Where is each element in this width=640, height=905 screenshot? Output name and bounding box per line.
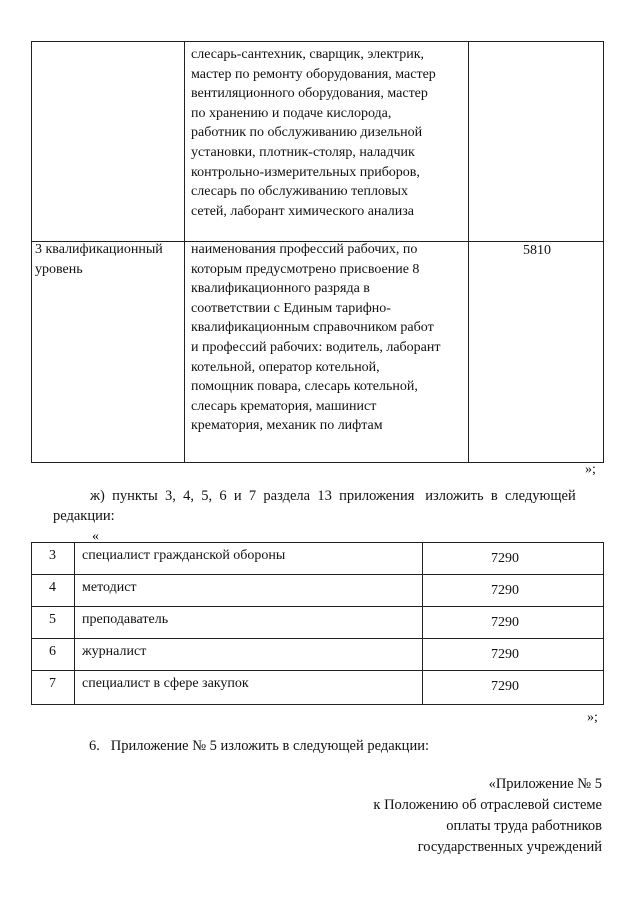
appendix-line: государственных учреждений bbox=[417, 839, 602, 855]
appendix-header bbox=[373, 774, 602, 858]
table-row bbox=[32, 575, 603, 607]
table-cell-value: 5810 bbox=[523, 243, 551, 258]
positions-table bbox=[31, 542, 604, 705]
row-number: 5 bbox=[49, 612, 56, 627]
row-position: специалист гражданской обороны bbox=[82, 548, 286, 563]
row-number: 6 bbox=[49, 644, 56, 659]
table-cell-description: наименования профессий рабочих, по которым предусмотрено присвоение 8 квалификационного разряда в соответствии с Единым тарифно- квалификационным справочником работ и профессий рабочих: водитель, лаборант котельной, оператор котельной, помощник повара, слесарь котельной, слесарь крематория, машинист крематория, механик по лифтам bbox=[191, 242, 441, 434]
qualification-table bbox=[31, 41, 604, 463]
opening-quote: « bbox=[92, 529, 99, 544]
table-row bbox=[32, 543, 603, 575]
row-value: 7290 bbox=[491, 583, 519, 598]
paragraph-zh-continuation: редакции: bbox=[53, 508, 115, 524]
table-cell-description: слесарь-сантехник, сварщик, электрик, мастер по ремонту оборудования, мастер вентиляционного оборудования, мастер по хранению и подаче кислорода, работник по обслуживанию дизельной установки, плотник-столяр, наладчик контрольно-измерительных приборов, слесарь по обслуживанию тепловых сетей, лаборант химического анализа bbox=[191, 47, 436, 219]
table-row bbox=[32, 671, 603, 704]
row-position: специалист в сфере закупок bbox=[82, 676, 249, 691]
row-position: методист bbox=[82, 580, 137, 595]
table-column-divider bbox=[184, 42, 185, 462]
row-number: 4 bbox=[49, 580, 56, 595]
closing-quote: »; bbox=[587, 710, 598, 725]
row-value: 7290 bbox=[491, 551, 519, 566]
paragraph-6: 6. Приложение № 5 изложить в следующей редакции: bbox=[89, 738, 429, 754]
row-value: 7290 bbox=[491, 615, 519, 630]
row-number: 3 bbox=[49, 548, 56, 563]
row-number: 7 bbox=[49, 676, 56, 691]
appendix-title: «Приложение № 5 bbox=[488, 776, 602, 792]
table-cell-level: 3 квалификационный уровень bbox=[35, 242, 163, 277]
row-value: 7290 bbox=[491, 679, 519, 694]
row-position: преподаватель bbox=[82, 612, 169, 627]
appendix-line: оплаты труда работников bbox=[446, 818, 602, 834]
table-row bbox=[32, 607, 603, 639]
row-position: журналист bbox=[82, 644, 147, 659]
table-row bbox=[32, 639, 603, 671]
appendix-line: к Положению об отраслевой системе bbox=[373, 797, 602, 813]
paragraph-zh: ж) пункты 3, 4, 5, 6 и 7 раздела 13 приложения изложить в следующей bbox=[90, 488, 576, 504]
row-value: 7290 bbox=[491, 647, 519, 662]
closing-quote: »; bbox=[585, 462, 596, 477]
